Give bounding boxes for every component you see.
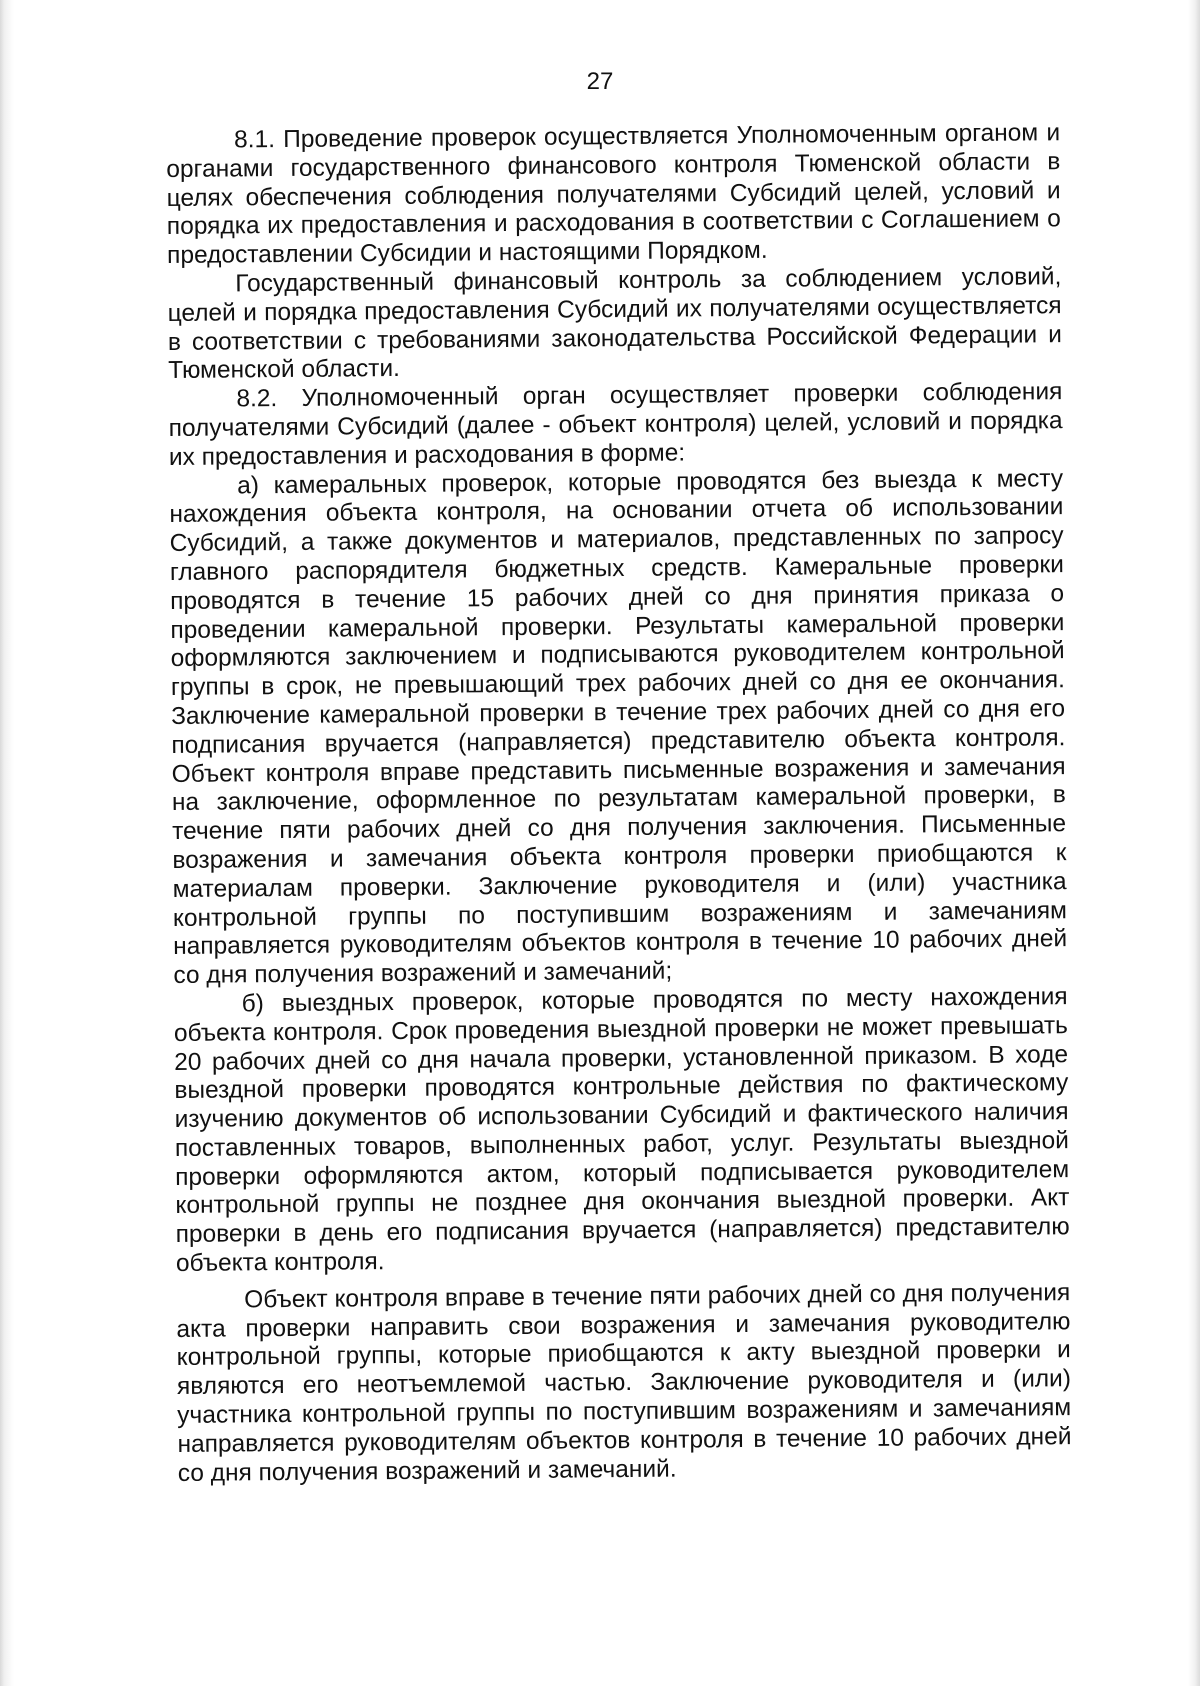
paragraph-8-1: 8.1. Проведение проверок осуществляется Уполномоченным органом и органами государственного финансового контроля Тюменской области в целях обеспечения соблюдения получателями Субсидий целей, условий и порядка их предоставления и расходования в соответствии с Соглашением о предоставлении Субсидии и настоящими Порядком. <box>166 119 1061 270</box>
paragraph-state-control: Государственный финансовый контроль за соблюдением условий, целей и порядка предоставления Субсидий их получателями осуществляется в соответствии с требованиями законодательства Российской Федерации и Тюменской области. <box>167 263 1062 385</box>
page-number: 27 <box>586 68 614 95</box>
paragraph-item-a: а) камеральных проверок, которые проводятся без выезда к месту нахождения объекта контроля, на основании отчета об использовании Субсидий, а также документов и материалов, представленных по запросу главного распорядителя бюджетных средств. Камеральные проверки проводятся в течение 15 рабочих дней со дня принятия приказа о проведении камеральной проверки. Результаты камеральной проверки оформляются заключением и подписываются руководителем контрольной группы в срок, не превышающий трех рабочих дней со дня ее окончания. Заключение камеральной проверки в течение трех рабочих дней со дня его подписания вручается (направляется) представителю объекта контроля. Объект контроля вправе представить письменные возражения и замечания на заключение, оформленное по результатам камеральной проверки, в течение пяти рабочих дней со дня получения заключения. Письменные возражения и замечания объекта контроля проверки приобщаются к материалам проверки. Заключение руководителя и (или) участника контрольной группы по поступившим возражениям и замечаниям направляется руководителям объектов контроля в течение 10 рабочих дней со дня получения возражений и замечаний; <box>169 464 1068 990</box>
scan-shadow-left <box>0 0 14 1686</box>
scan-shadow-right <box>1188 0 1200 1686</box>
paragraph-objections: Объект контроля вправе в течение пяти рабочих дней со дня получения акта проверки направить свои возражения и замечания руководителю контрольной группы, которые приобщаются к акту выездной проверки и являются его неотъемлемой частью. Заключение руководителя и (или) участника контрольной группы по поступившим возражениям и замечаниям направляется руководителям объектов контроля в течение 10 рабочих дней со дня получения возражений и замечаний. <box>176 1279 1072 1487</box>
document-body <box>166 119 1072 1488</box>
paragraph-item-b: б) выездных проверок, которые проводятся по месту нахождения объекта контроля. Срок проведения выездной проверки не может превышать 20 рабочих дней со дня начала проверки, установленной приказом. В ходе выездной проверки проводятся контрольные действия по фактическому изучению документов об использовании Субсидий и фактического наличия поставленных товаров, выполненных работ, услуг. Результаты выездной проверки оформляются актом, который подписывается руководителем контрольной группы не позднее дня окончания выездной проверки. Акт проверки в день его подписания вручается (направляется) представителю объекта контроля. <box>173 983 1070 1278</box>
paragraph-8-2: 8.2. Уполномоченный орган осуществляет проверки соблюдения получателями Субсидий (далее - объект контроля) целей, условий и порядка их предоставления и расходования в форме: <box>168 378 1063 471</box>
